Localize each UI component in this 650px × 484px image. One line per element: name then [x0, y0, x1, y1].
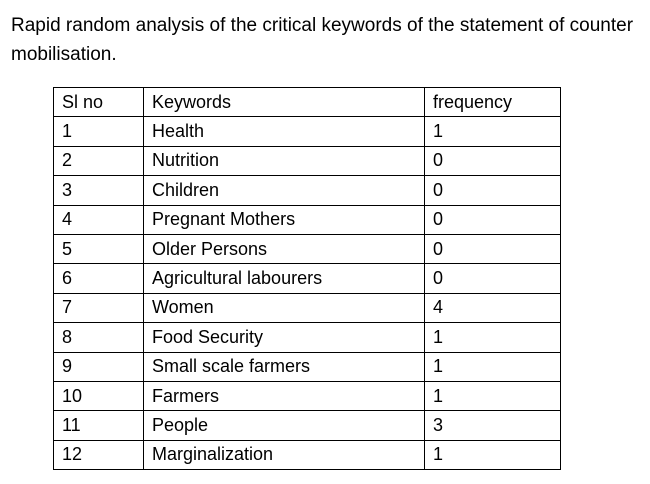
sl-no-cell: 4 [54, 205, 144, 234]
table-row [54, 381, 561, 410]
table-row [54, 205, 561, 234]
frequency-cell: 0 [425, 234, 561, 263]
table-row [54, 176, 561, 205]
frequency-cell: 4 [425, 293, 561, 322]
sl-no-cell: 10 [54, 381, 144, 410]
keyword-cell: Food Security [144, 323, 425, 352]
sl-no-cell: 8 [54, 323, 144, 352]
sl-no-cell: 2 [54, 146, 144, 175]
sl-no-cell: 6 [54, 264, 144, 293]
frequency-cell: 1 [425, 323, 561, 352]
frequency-cell: 0 [425, 146, 561, 175]
header-row [54, 88, 561, 117]
sl-no-cell: 3 [54, 176, 144, 205]
table-row [54, 293, 561, 322]
sl-no-cell: 9 [54, 352, 144, 381]
header-frequency: frequency [425, 88, 561, 117]
frequency-cell: 0 [425, 205, 561, 234]
header-keywords: Keywords [144, 88, 425, 117]
sl-no-cell: 12 [54, 440, 144, 469]
table-row [54, 234, 561, 263]
keyword-cell: Farmers [144, 381, 425, 410]
frequency-cell: 1 [425, 117, 561, 146]
sl-no-cell: 11 [54, 411, 144, 440]
table-row [54, 323, 561, 352]
frequency-cell: 0 [425, 264, 561, 293]
table-row [54, 264, 561, 293]
keyword-cell: Women [144, 293, 425, 322]
keyword-cell: Agricultural labourers [144, 264, 425, 293]
table-row [54, 411, 561, 440]
frequency-cell: 0 [425, 176, 561, 205]
table-row [54, 117, 561, 146]
frequency-cell: 1 [425, 352, 561, 381]
keyword-cell: Small scale farmers [144, 352, 425, 381]
sl-no-cell: 5 [54, 234, 144, 263]
table-row [54, 352, 561, 381]
frequency-cell: 1 [425, 440, 561, 469]
table-row [54, 146, 561, 175]
table-header [54, 88, 561, 117]
keyword-cell: Pregnant Mothers [144, 205, 425, 234]
keyword-cell: Health [144, 117, 425, 146]
sl-no-cell: 1 [54, 117, 144, 146]
keyword-cell: Children [144, 176, 425, 205]
keyword-cell: Older Persons [144, 234, 425, 263]
sl-no-cell: 7 [54, 293, 144, 322]
keyword-cell: Nutrition [144, 146, 425, 175]
keyword-frequency-table [53, 87, 561, 470]
keyword-cell: Marginalization [144, 440, 425, 469]
table-row [54, 440, 561, 469]
frequency-cell: 1 [425, 381, 561, 410]
intro-paragraph: Rapid random analysis of the critical keywords of the statement of counter mobilisation. [11, 15, 634, 65]
frequency-cell: 3 [425, 411, 561, 440]
header-sl-no: Sl no [54, 88, 144, 117]
keyword-cell: People [144, 411, 425, 440]
table-body [54, 117, 561, 470]
